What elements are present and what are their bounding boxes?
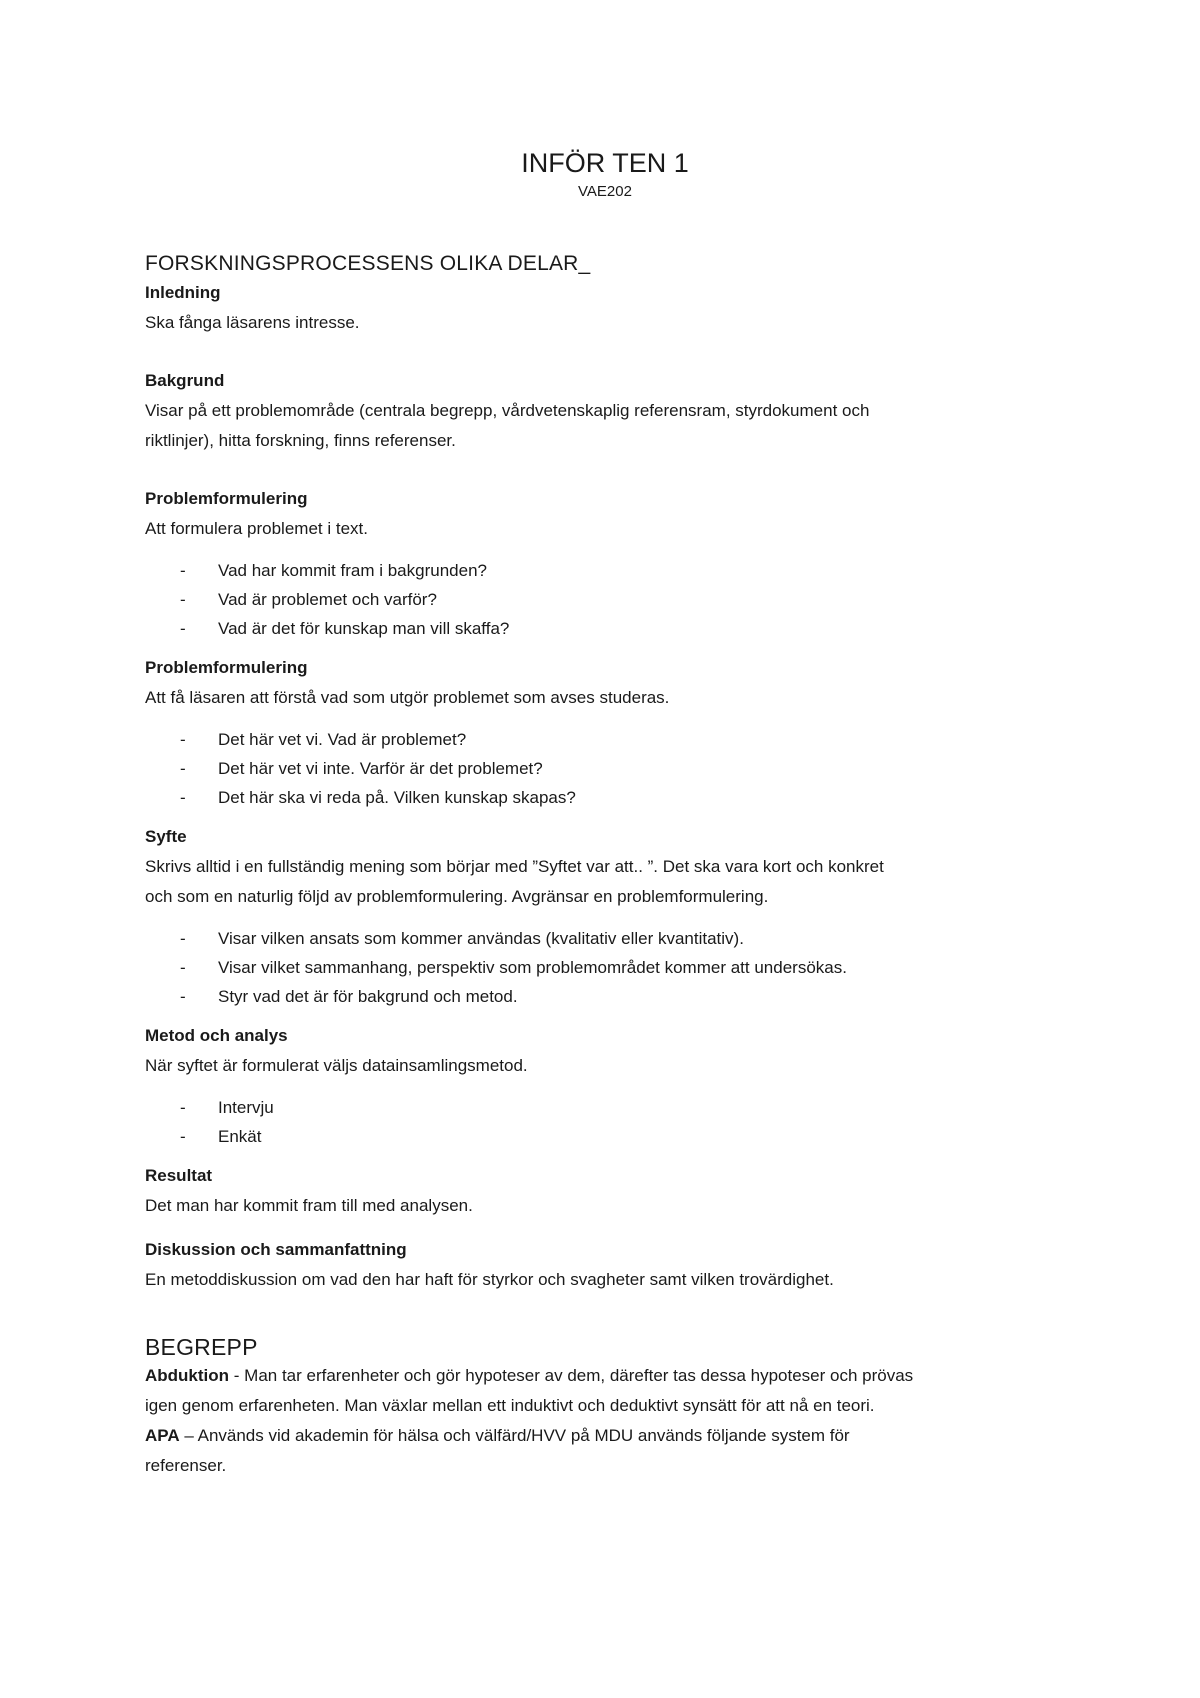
block-problemformulering-1 [145, 484, 1065, 643]
list-item [145, 924, 1065, 953]
list-problemformulering-2 [145, 725, 1065, 812]
list-item [145, 1093, 1065, 1122]
list-item-text: Vad är problemet och varför? [218, 590, 437, 609]
dash-marker: - [180, 929, 186, 948]
document-subtitle: VAE202 [578, 183, 632, 200]
list-item-text: Vad har kommit fram i bakgrunden? [218, 561, 487, 580]
section-heading-begrepp: BEGREPP [145, 1334, 258, 1360]
list-item-text: Det här ska vi reda på. Vilken kunskap skapas? [218, 788, 576, 807]
list-item [145, 953, 1065, 982]
dash-marker: - [180, 1127, 186, 1146]
definition-apa-line1: – Används vid akademin för hälsa och välfärd/HVV på MDU används följande system för [179, 1426, 850, 1445]
text-bakgrund-line1: Visar på ett problemområde (centrala begrepp, vårdvetenskaplig referensram, styrdokument och [145, 401, 870, 420]
list-item-text: Visar vilken ansats som kommer användas (kvalitativ eller kvantitativ). [218, 929, 744, 948]
text-resultat: Det man har kommit fram till med analysen. [145, 1196, 473, 1215]
text-syfte-line1: Skrivs alltid i en fullständig mening som börjar med ”Syftet var att.. ”. Det ska vara kort och konkret [145, 857, 884, 876]
subheading-inledning: Inledning [145, 283, 221, 302]
subheading-problemformulering-1: Problemformulering [145, 489, 308, 508]
block-bakgrund [145, 366, 1065, 456]
list-item [145, 783, 1065, 812]
list-item [145, 982, 1065, 1011]
block-resultat [145, 1161, 1065, 1221]
document-title: INFÖR TEN 1 [521, 148, 689, 178]
subheading-resultat: Resultat [145, 1166, 213, 1185]
dash-marker: - [180, 1098, 186, 1117]
block-diskussion [145, 1235, 1065, 1295]
dash-marker: - [180, 958, 186, 977]
term-apa-line1 [145, 1421, 1065, 1451]
list-item-text: Intervju [218, 1098, 274, 1117]
subheading-problemformulering-2: Problemformulering [145, 658, 308, 677]
list-item [145, 585, 1065, 614]
section-heading-forskningsprocessen: FORSKNINGSPROCESSENS OLIKA DELAR_ [145, 252, 591, 275]
text-metod: När syftet är formulerat väljs datainsamlingsmetod. [145, 1056, 528, 1075]
block-metod [145, 1021, 1065, 1151]
document-content [145, 146, 1065, 1481]
definition-abduktion-line2: igen genom erfarenheten. Man växlar mellan ett induktivt och deduktivt synsätt för att nå en teori. [145, 1396, 875, 1415]
list-item-text: Enkät [218, 1127, 262, 1146]
subheading-syfte: Syfte [145, 827, 187, 846]
dash-marker: - [180, 561, 186, 580]
list-metod [145, 1093, 1065, 1151]
block-problemformulering-2 [145, 653, 1065, 812]
text-diskussion: En metoddiskussion om vad den har haft för styrkor och svagheter samt vilken trovärdighet. [145, 1270, 834, 1289]
list-item [145, 1122, 1065, 1151]
text-problemformulering-1: Att formulera problemet i text. [145, 519, 368, 538]
list-item [145, 614, 1065, 643]
text-syfte-line2: och som en naturlig följd av problemformulering. Avgränsar en problemformulering. [145, 887, 769, 906]
text-problemformulering-2: Att få läsaren att förstå vad som utgör problemet som avses studeras. [145, 688, 670, 707]
list-item-text: Visar vilket sammanhang, perspektiv som problemområdet kommer att undersökas. [218, 958, 847, 977]
list-item-text: Styr vad det är för bakgrund och metod. [218, 987, 518, 1006]
term-abduktion: Abduktion [145, 1366, 230, 1385]
list-item-text: Det här vet vi. Vad är problemet? [218, 730, 467, 749]
list-item-text: Det här vet vi inte. Varför är det problemet? [218, 759, 543, 778]
dash-marker: - [180, 619, 186, 638]
list-syfte [145, 924, 1065, 1011]
block-inledning [145, 278, 1065, 338]
dash-marker: - [180, 759, 186, 778]
block-syfte [145, 822, 1065, 1011]
subheading-metod: Metod och analys [145, 1026, 288, 1045]
dash-marker: - [180, 987, 186, 1006]
text-inledning: Ska fånga läsarens intresse. [145, 313, 360, 332]
list-problemformulering-1 [145, 556, 1065, 643]
subheading-diskussion: Diskussion och sammanfattning [145, 1240, 407, 1259]
dash-marker: - [180, 788, 186, 807]
text-bakgrund-line2: riktlinjer), hitta forskning, finns referenser. [145, 431, 456, 450]
term-abduktion-line1 [145, 1361, 1065, 1391]
list-item [145, 725, 1065, 754]
subheading-bakgrund: Bakgrund [145, 371, 225, 390]
list-item-text: Vad är det för kunskap man vill skaffa? [218, 619, 510, 638]
list-item [145, 556, 1065, 585]
block-abduktion [145, 1361, 1065, 1421]
term-apa: APA [145, 1426, 180, 1445]
definition-abduktion-line1: - Man tar erfarenheter och gör hypoteser av dem, därefter tas dessa hypoteser och prövas [229, 1366, 914, 1385]
dash-marker: - [180, 730, 186, 749]
list-item [145, 754, 1065, 783]
block-apa [145, 1421, 1065, 1481]
definition-apa-line2: referenser. [145, 1456, 227, 1475]
dash-marker: - [180, 590, 186, 609]
